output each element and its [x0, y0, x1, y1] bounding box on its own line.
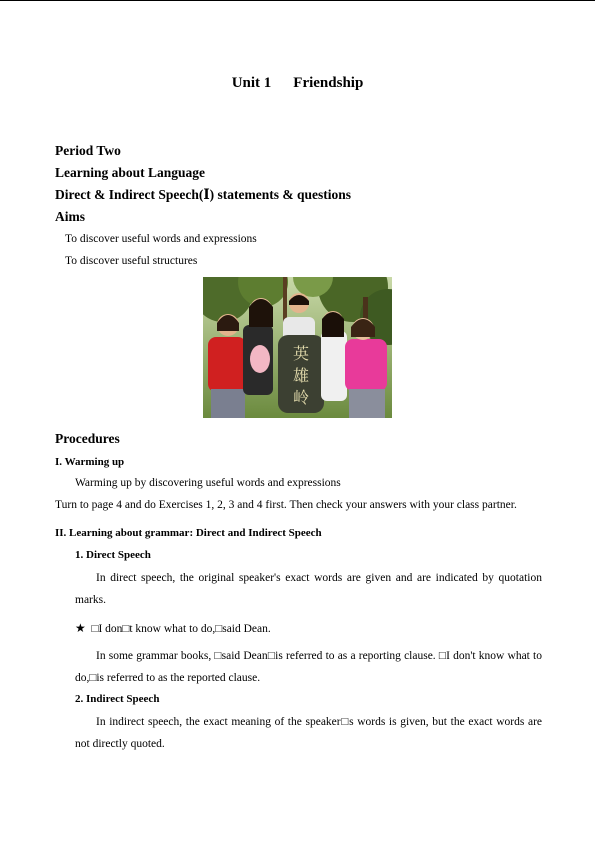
group-photo — [203, 277, 392, 418]
procedures-heading: Procedures — [55, 431, 120, 446]
direct-speech-paragraph: In direct speech, the original speaker's exact words are given and are indicated by quotation marks. — [75, 572, 542, 606]
grammar-heading: II. Learning about grammar: Direct and Indirect Speech — [55, 527, 322, 539]
page-title — [0, 75, 595, 92]
indirect-speech-heading: 2. Indirect Speech — [75, 693, 160, 705]
topic-heading: Direct & Indirect Speech(Ⅰ) statements & questions — [55, 187, 352, 202]
group-photo-illustration — [203, 277, 392, 418]
indirect-speech-paragraph: In indirect speech, the exact meaning of the speaker□s words is given, but the exact words are not directly quoted. — [75, 716, 542, 750]
direct-speech-example — [75, 621, 271, 635]
lesson-heading: Learning about Language — [55, 165, 206, 180]
stone-char-2: 雄 — [292, 366, 310, 385]
warming-up-line-2: Turn to page 4 and do Exercises 1, 2, 3 and 4 first. Then check your answers with your class partner. — [55, 499, 517, 511]
direct-speech-heading: 1. Direct Speech — [75, 549, 151, 561]
stone-char-3: 岭 — [292, 388, 310, 407]
unit-topic: Friendship — [293, 75, 364, 91]
top-rule — [0, 0, 595, 1]
aims-heading: Aims — [55, 209, 85, 224]
unit-label: Unit 1 — [231, 75, 272, 91]
stone-char-1: 英 — [292, 344, 310, 363]
star-icon: ★ — [75, 621, 86, 635]
period-heading: Period Two — [55, 143, 121, 158]
reporting-clause-paragraph: In some grammar books, □said Dean□is referred to as a reporting clause. □I don't know what to do,□is referred to as the reported clause. — [75, 650, 542, 684]
aim-item-1: To discover useful words and expressions — [65, 233, 257, 245]
aim-item-2: To discover useful structures — [65, 255, 198, 267]
warming-up-line-1: Warming up by discovering useful words and expressions — [75, 477, 341, 489]
example-sentence: □I don□t know what to do,□said Dean. — [91, 623, 271, 635]
warming-up-heading: I. Warming up — [55, 456, 125, 468]
